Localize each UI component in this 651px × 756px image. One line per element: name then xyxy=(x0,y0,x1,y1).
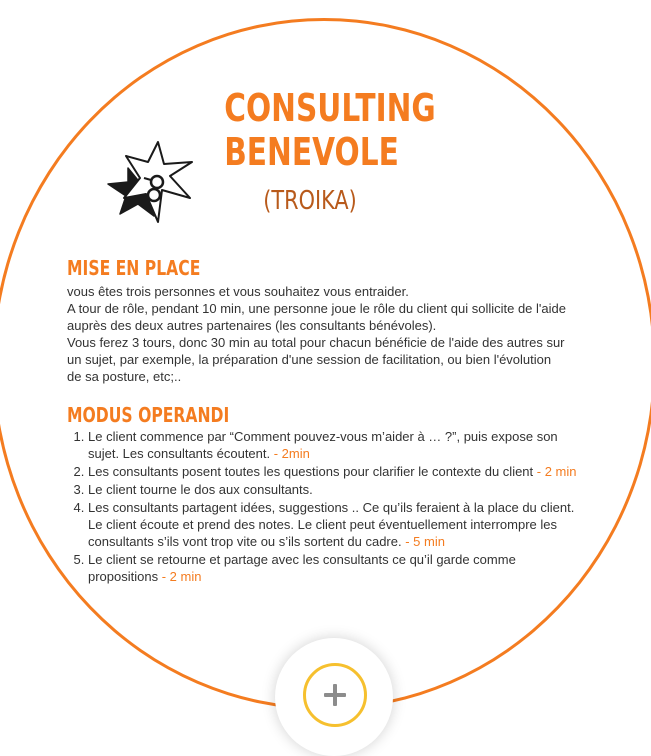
intro-paragraph: vous êtes trois personnes et vous souhaitez vous entraider. xyxy=(67,284,409,299)
step-item xyxy=(88,428,588,462)
step-duration: - 2 min xyxy=(533,464,577,479)
steps-list xyxy=(67,428,588,586)
step-duration: - 2min xyxy=(270,446,310,461)
step-duration: - 2 min xyxy=(158,569,202,584)
step-duration: - 5 min xyxy=(401,534,445,549)
stars-with-glasses-icon xyxy=(100,138,200,230)
step-item xyxy=(88,499,588,550)
title-line-2: BENEVOLE xyxy=(224,130,399,174)
step-item xyxy=(88,463,588,480)
mise-en-place-text xyxy=(67,283,567,385)
step-text: Le client se retourne et partage avec les consultants ce qu’il garde comme propositions xyxy=(88,552,516,584)
step-text: Les consultants posent toutes les questions pour clarifier le contexte du client xyxy=(88,464,534,479)
step-item xyxy=(88,551,588,585)
intro-paragraph: A tour de rôle, pendant 10 min, une personne joue le rôle du client qui sollicite de l'aide auprès des deux autres partenaires (les consultants bénévoles). xyxy=(67,301,566,333)
step-text: Le client commence par “Comment pouvez-vous m’aider à … ?”, puis expose son sujet. Les consultants écoutent. xyxy=(88,429,558,461)
expand-button[interactable] xyxy=(303,663,367,727)
title-line-1: CONSULTING xyxy=(224,86,436,130)
step-text: Le client tourne le dos aux consultants. xyxy=(88,482,313,497)
page-subtitle: (TROIKA) xyxy=(263,186,357,216)
modus-operandi-heading: MODUS OPERANDI xyxy=(67,403,230,427)
step-item xyxy=(88,481,588,498)
step-text: Les consultants partagent idées, suggestions .. Ce qu’ils feraient à la place du client. Le client écoute et prend des notes. Le client peut éventuellement interrompre les consultants s’ils vont trop vite ou s’ils sortent du cadre. xyxy=(88,500,575,549)
plus-icon xyxy=(323,683,347,707)
mise-en-place-heading: MISE EN PLACE xyxy=(67,256,201,280)
intro-paragraph: Vous ferez 3 tours, donc 30 min au total pour chacun bénéficie de l'aide des autres sur un sujet, par exemple, la préparation d'une session de facilitation, ou bien l'évolution de sa posture, etc;.. xyxy=(67,335,565,384)
page-title xyxy=(224,86,436,174)
